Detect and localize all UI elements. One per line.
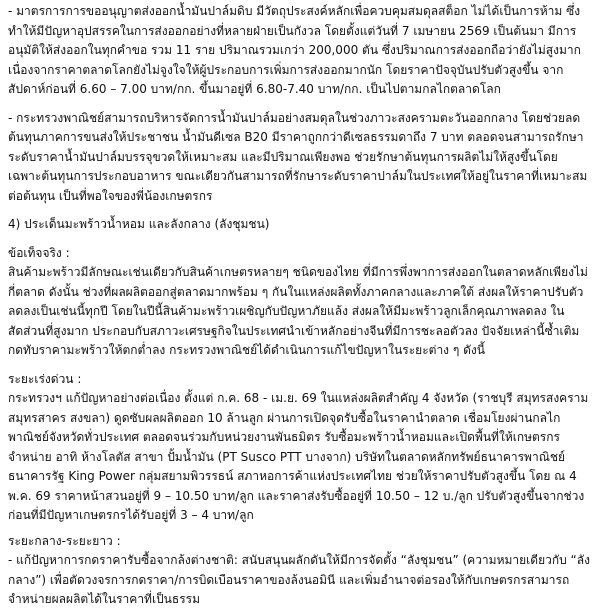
urgent-paragraph: กระทรวงฯ แก้ปัญหาอย่างต่อเนื่อง ตั้งแต่ ก.ค. 68 - เม.ย. 69 ในแหล่งผลิตสำคัญ 4 จังหวัด (ราชบุรี สมุทรสงคราม สมุทรสาคร สงขลา) ดูดซับผลผลิตออก 10 ล้านลูก ผ่านการเปิดจุดรับซื้อในราคานำตลาด เชื่อมโยงผ่านกลไกพาณิชย์จังหวัดทั่วประเทศ ตลอดจนร่วมกับหน่วยงานพันธมิตร รับซื้อมะพร้าวน้ำหอมและเปิดพื้นที่ให้เกษตรกรจำหน่าย อาทิ ห้างโลตัส สาขา ปั้มน้ำมัน (PT Susco PTT บางจาก) บริษัทในตลาดหลักทรัพย์ธนาคารพาณิชย์ ธนาคารรัฐ King Power กลุ่มสยามพิวรรธน์ สภาหอการค้าแห่งประเทศไทย ช่วยให้ราคาปรับตัวสูงขึ้น โดย ณ 4 พ.ค. 69 ราคาหน้าสวนอยู่ที่ 9 – 10.50 บาท/ลูก และราคาส่งรับซื้ออยู่ที่ 10.50 – 12 บ./ลูก ปรับตัวสูงขึ้นจากช่วงก่อนที่มีปัญหาเกษตรกรได้รับอยู่ที่ 3 – 4 บาท/ลูก: [8, 391, 589, 522]
moc-management-paragraph: - กระทรวงพาณิชย์สามารถบริหารจัดการน้ำมันปาล์มอย่างสมดุลในช่วงภาวะสงครามตะวันออกกลาง โดยช่วยลดต้นทุนภาคการขนส่งให้ประชาชน น้ำมันดีเซล B20 มีราคาถูกกว่าดีเซลธรรมดาถึง 7 บาท ตลอดจนสามารถรักษาระดับราคาน้ำมันปาล์มบรรจุขวดให้เหมาะสม และมีปริมาณเพียงพอ ช่วยรักษาต้นทุนการผลิตไม่ให้สูงขึ้นโดยเฉพาะต้นทุนการประกอบอาหาร ขณะเดียวกันสามารถที่รักษาระดับราคาปาล์มในประเทศให้อยู่ในราคาที่เหมาะสมต่อต้นทุน เป็นที่พอใจของพี่น้องเกษตรกร: [8, 110, 588, 203]
spacer: [8, 100, 590, 109]
spacer: [8, 361, 590, 370]
spacer: [8, 235, 590, 244]
facts-paragraph: สินค้ามะพร้าวมีลักษณะเช่นเดียวกับสินค้าเกษตรหลายๆ ชนิดของไทย ที่มีการพึ่งพาการส่งออกในตลาดหลักเพียงไม่กี่ตลาด ดังนั้น ช่วงที่ผลผลิตออกสู่ตลาดมากพร้อม ๆ กันในแหล่งผลิตทั้งภาคกลางและภาคใต้ ส่งผลให้ราคาปรับตัวลดลงเป็นเช่นนี้ทุกปี โดยในปีนี้สินค้ามะพร้าวเผชิญกับปัญหาภัยแล้ง ส่งผลให้มีมะพร้าวลูกเล็กคุณภาพลดลง ในสัดส่วนที่สูงมาก ประกอบกับสภาวะเศรษฐกิจในประเทศนำเข้าหลักอย่างจีนที่มีการชะลอตัวลง ปัจจัยเหล่านี้ซ้ำเติมกดทับราคามะพร้าวให้ตกต่ำลง กระทรวงพาณิชย์ได้ดำเนินการแก้ไขปัญหาในระยะต่าง ๆ ดังนี้: [8, 265, 588, 357]
mid-long-term-paragraph: - แก้ปัญหาการกดราคารับซื้อจากล้งต่างชาติ: สนับสนุนผลักดันให้มีการจัดตั้ง “ลังชุมชน” (ความหมายเดียวกับ “ลังกลาง”) เพื่อตัดวงจรการกดราคา/การบิดเบือนราคาของล้งนอมินี และเพิ่มอำนาจต่อรองให้กับเกษตรกรสามารถจำหน่ายผลผลิตได้ในราคาที่เป็นธรรม: [8, 553, 590, 606]
urgent-heading: ระยะเร่งด่วน :: [8, 371, 82, 386]
export-permit-paragraph: - มาตรการการขออนุญาตส่งออกน้ำมันปาล์มดิบ มีวัตถุประสงค์หลักเพื่อควบคุมสมดุลสต็อก ไม่ได้เป็นการห้าม ซึ่งทำให้มีปัญหาอุปสรรคในการส่งออกอย่างที่หลายฝ่ายเป็นกังวล โดยตั้งแต่วันที่ 7 เมษายน 2569 เป็นต้นมา มีการอนุมัติให้ส่งออกในทุกคำขอ รวม 11 ราย ปริมาณรวมเกว่า 200,000 ตัน ซึ่งปริมาณการส่งออกถือว่ายังไม่สูงมากเนื่องจากราคาตลาดโลกยังไม่จูงใจให้ผู้ประกอบการเพิ่มการส่งออกมากนัก โดยราคาปัจจุบันปรับตัวสูงขึ้น จากสัปดาห์ก่อนที่ 6.60 – 7.00 บาท/กก. ขึ้นมาอยู่ที่ 6.80-7.40 บาท/กก. เป็นไปตามกลไกตลาดโลก: [8, 4, 581, 96]
spacer: [8, 206, 590, 215]
section-4-heading: 4) ประเด็นมะพร้าวน้ำหอม และลังกลาง (ลังชุมชน): [8, 217, 270, 231]
facts-heading: ข้อเท็จจริง :: [8, 245, 70, 260]
mid-long-term-heading: ระยะกลาง-ระยะยาว :: [8, 533, 121, 548]
